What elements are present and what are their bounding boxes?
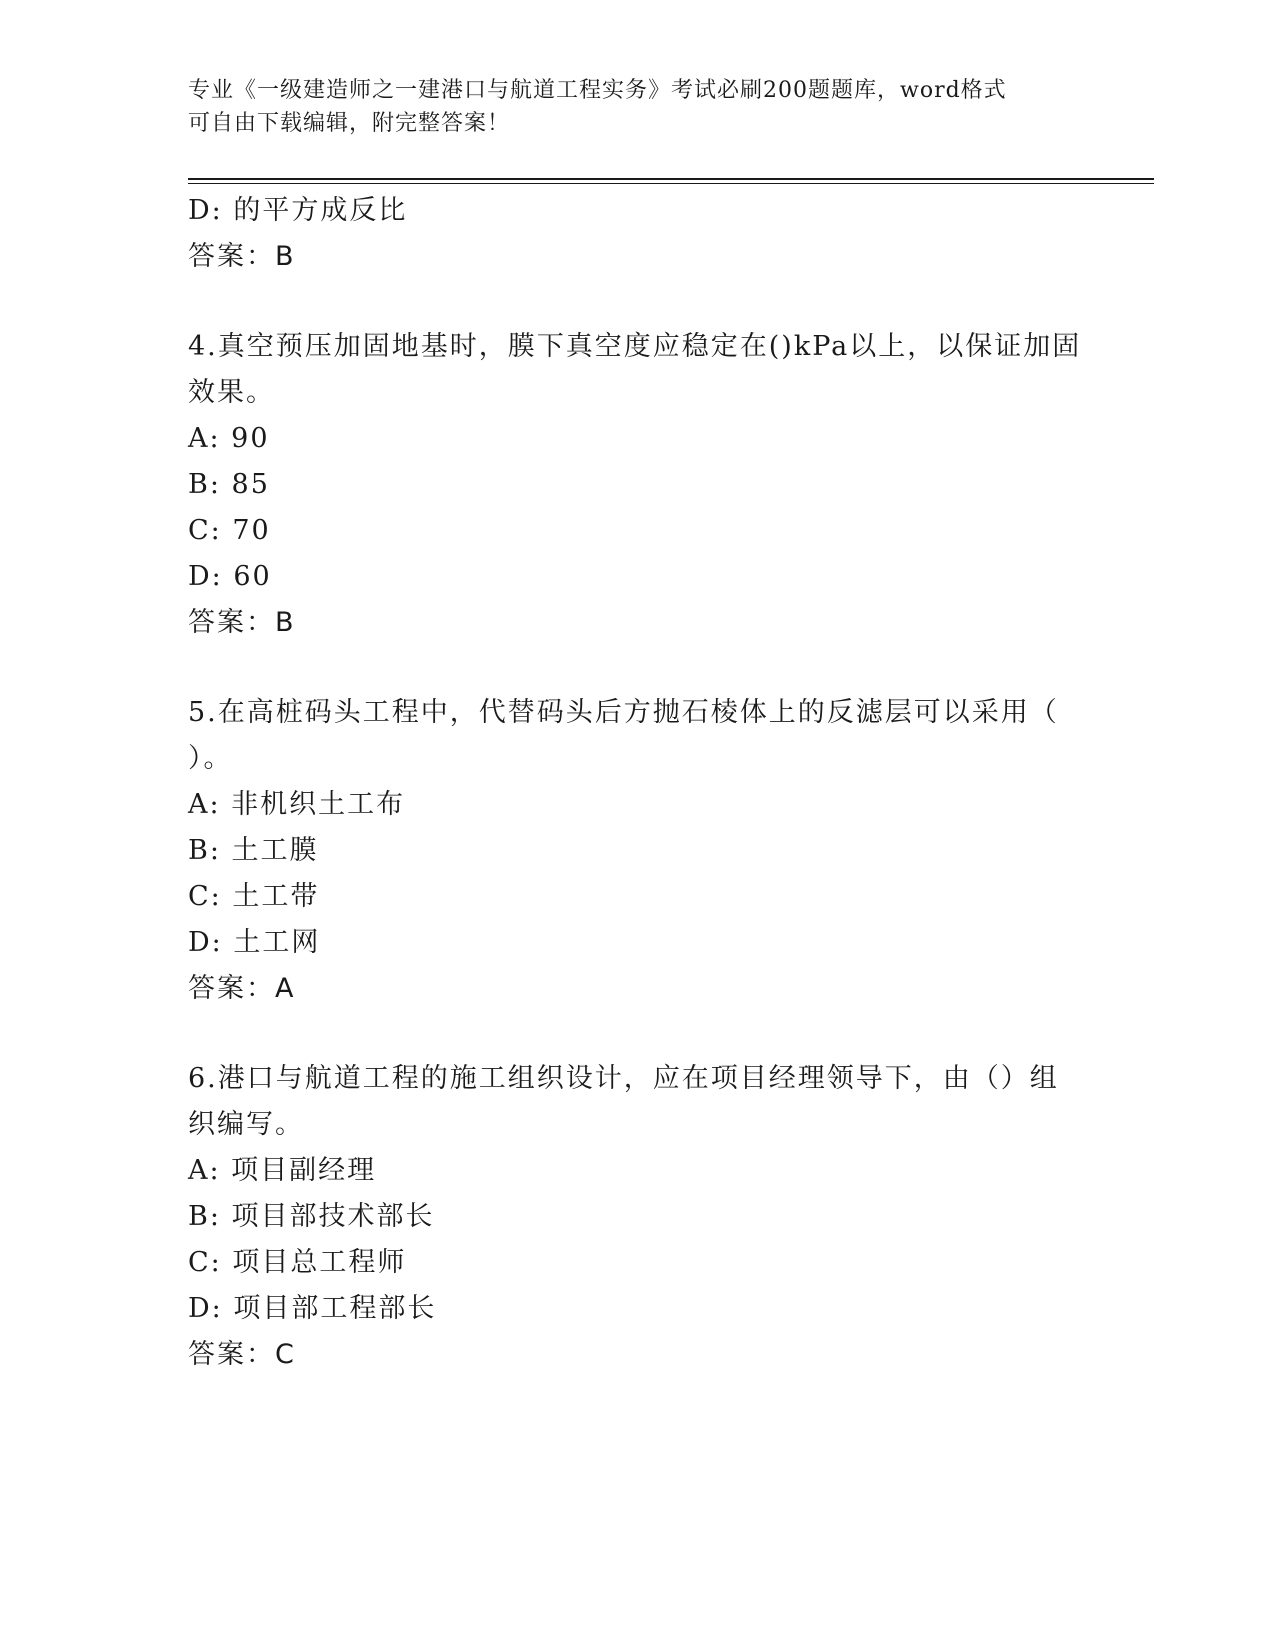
option-a: A: 非机织土工布 — [188, 789, 406, 820]
option-d: D: 60 — [188, 561, 272, 592]
question-text-line-2: 效果。 — [188, 377, 275, 408]
question-text-line-2: ）。 — [188, 743, 233, 774]
option-b: B: 项目部技术部长 — [188, 1201, 435, 1232]
question-text-line-1: 6.港口与航道工程的施工组织设计，应在项目经理领导下，由（）组 — [188, 1063, 1059, 1094]
option-b: B: 85 — [188, 469, 270, 500]
option-c: C: 项目总工程师 — [188, 1247, 407, 1278]
option-c: C: 70 — [188, 515, 271, 546]
question-content — [188, 188, 1088, 1378]
question-4 — [188, 324, 1088, 646]
spacer — [188, 646, 1088, 690]
header-line-2: 可自由下载编辑，附完整答案！ — [188, 111, 511, 136]
header-divider-thick — [188, 178, 1154, 180]
question-text-line-1: 4.真空预压加固地基时，膜下真空度应稳定在()kPa以上，以保证加固 — [188, 331, 1082, 362]
document-header — [188, 74, 1068, 140]
header-line-1: 专业《一级建造师之一建港口与航道工程实务》考试必刷200题题库，word格式 — [188, 78, 1007, 103]
header-divider-thin — [188, 183, 1154, 184]
option-d-carryover: D: 的平方成反比 — [188, 195, 408, 226]
spacer — [188, 1012, 1088, 1056]
question-text-line-1: 5.在高桩码头工程中，代替码头后方抛石棱体上的反滤层可以采用（ — [188, 697, 1059, 728]
question-5 — [188, 690, 1088, 1012]
answer: 答案：C — [188, 1339, 296, 1370]
option-d: D: 土工网 — [188, 927, 321, 958]
option-b: B: 土工膜 — [188, 835, 319, 866]
question-text-line-2: 织编写。 — [188, 1109, 304, 1140]
option-a: A: 90 — [188, 423, 270, 454]
option-c: C: 土工带 — [188, 881, 320, 912]
question-6 — [188, 1056, 1088, 1378]
option-a: A: 项目副经理 — [188, 1155, 377, 1186]
answer: 答案：A — [188, 973, 296, 1004]
option-d: D: 项目部工程部长 — [188, 1293, 437, 1324]
spacer — [188, 280, 1088, 324]
answer-carryover: 答案：B — [188, 241, 296, 272]
answer: 答案：B — [188, 607, 296, 638]
